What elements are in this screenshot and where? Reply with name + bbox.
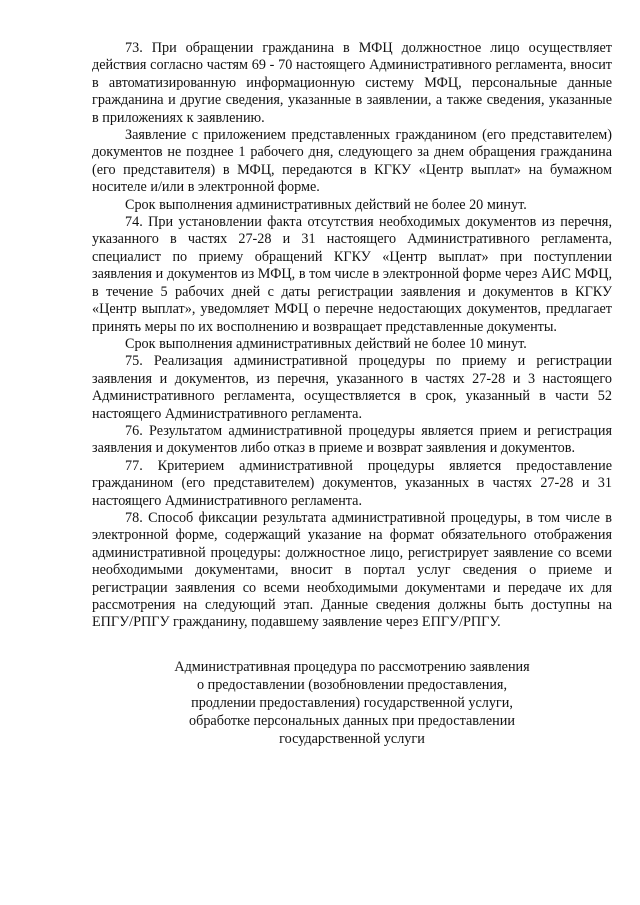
paragraph-74-deadline: Срок выполнения административных действий не более 10 минут. xyxy=(125,335,527,352)
paragraph-74: 74. При установлении факта отсутствия необходимых документов из перечня, указанного в частях 27-28 и 31 настоящего Административного регламента, специалист по приему обращений КГКУ «Центр выплат» при поступлении заявления и документов из МФЦ, в том числе в электронной форме через АИС МФЦ, в течение 5 рабочих дней с даты регистрации заявления и документов в КГКУ «Центр выплат», уведомляет МФЦ о перечне недостающих документов, предлагает принять меры по их восполнению и возвращает представленные документы. xyxy=(92,214,612,335)
paragraph-73: 73. При обращении гражданина в МФЦ должностное лицо осуществляет действия согласно частям 69 - 70 настоящего Административного регламента, вносит в автоматизированную информационную систему МФЦ, персональные данные гражданина и другие сведения, указанные в заявлении, а также сведения, указанные в приложениях к заявлению. xyxy=(92,40,612,126)
heading-line: продлении предоставления) государственной услуги, xyxy=(191,694,513,711)
paragraph-73-deadline: Срок выполнения административных действий не более 20 минут. xyxy=(125,196,527,213)
paragraph-73-transfer: Заявление с приложением представленных гражданином (его представителем) документов не позднее 1 рабочего дня, следующего за днем обращения гражданина (его представителя) в МФЦ, передаются в КГКУ «Центр выплат» на бумажном носителе и/или в электронной форме. xyxy=(92,127,612,196)
heading-line: Административная процедура по рассмотрению заявления xyxy=(174,658,530,675)
paragraph-78: 78. Способ фиксации результата административной процедуры, в том числе в электронной форме, содержащий указание на формат обязательного отображения административной процедуры: должностное лицо, регистрирует заявление со всеми необходимыми документами, вносит в портал услуг сведения о приеме и регистрации заявления со всеми необходимыми документами и передаче их для рассмотрения на следующий этап. Данные сведения должны быть доступны на ЕПГУ/РПГУ гражданину, подавшему заявление через ЕПГУ/РПГУ. xyxy=(92,509,612,631)
section-heading xyxy=(92,658,612,748)
paragraph-76: 76. Результатом административной процедуры является прием и регистрация заявления и документов либо отказ в приеме и возврат заявления и документов. xyxy=(92,422,612,457)
paragraph-77: 77. Критерием административной процедуры является предоставление гражданином (его представителем) документов, указанных в частях 27-28 и 31 настоящего Административного регламента. xyxy=(92,457,612,509)
heading-line: государственной услуги xyxy=(279,730,425,747)
heading-line: обработке персональных данных при предоставлении xyxy=(189,712,515,729)
paragraph-75: 75. Реализация административной процедуры по приему и регистрации заявления и документов, из перечня, указанного в частях 27-28 и 3 настоящего Административного регламента, осуществляется в срок, указанный в части 52 настоящего Административного регламента. xyxy=(92,353,612,422)
heading-line: о предоставлении (возобновлении предоставления, xyxy=(196,676,507,693)
